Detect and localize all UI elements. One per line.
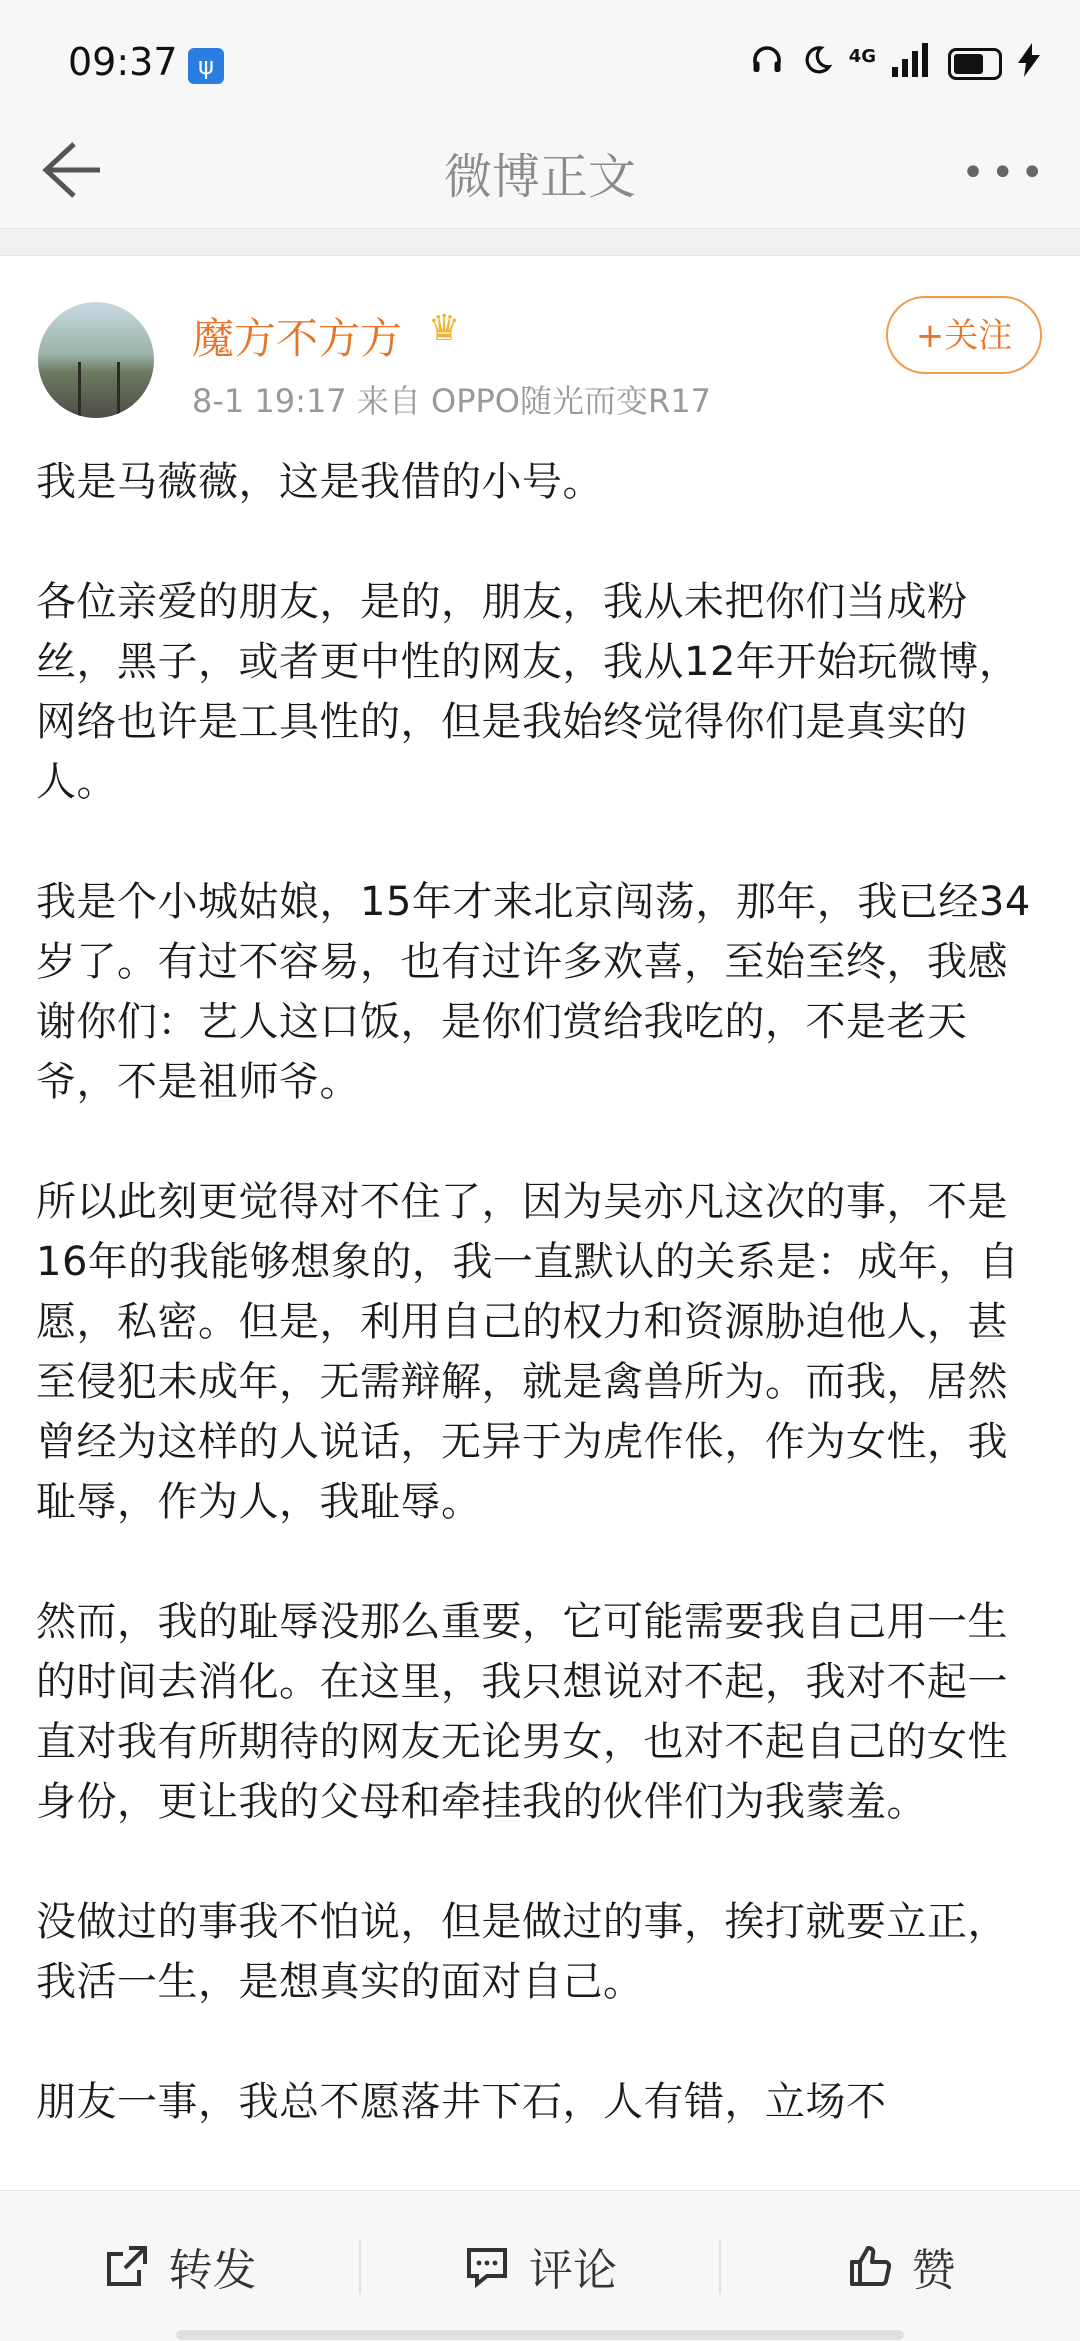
usb-icon: ψ [188, 48, 224, 84]
page-title: 微博正文 [443, 149, 636, 205]
battery-icon [948, 48, 1002, 80]
bottom-toolbar [0, 2190, 1080, 2341]
repost-icon [103, 2242, 151, 2290]
status-time: 09:37 [68, 40, 178, 84]
comment-icon [463, 2242, 511, 2290]
signal-icon [892, 43, 932, 85]
charging-icon [1018, 43, 1040, 85]
post-paragraph: 没做过的事我不怕说，但是做过的事，挨打就要立正，我活一生，是想真实的面对自己。 [36, 1899, 1008, 2005]
post-paragraph: 然而，我的耻辱没那么重要，它可能需要我自己用一生的时间去消化。在这里，我只想说对不起，我对不起一直对我有所期待的网友无论男女，也对不起自己的女性身份，更让我的父母和牵挂我的伙伴们为我蒙羞。 [36, 1599, 1008, 1825]
status-icons [749, 42, 1040, 86]
moon-icon [801, 44, 833, 84]
post-paragraph: 所以此刻更觉得对不住了，因为吴亦凡这次的事，不是16年的我能够想象的，我一直默认的关系是：成年，自愿，私密。但是，利用自己的权力和资源胁迫他人，甚至侵犯未成年，无需辩解，就是禽兽所为。而我，居然曾经为这样的人说话，无异于为虎作伥，作为女性，我耻辱，作为人，我耻辱。 [36, 1179, 1020, 1525]
network-type: 4G [848, 45, 876, 67]
section-divider [0, 228, 1080, 256]
like-label: 赞 [911, 2245, 956, 2296]
author-name[interactable]: 魔方不方方 [192, 314, 403, 363]
post-paragraph: 朋友一事，我总不愿落井下石，人有错，立场不 [36, 2079, 887, 2125]
like-button[interactable] [721, 2191, 1080, 2341]
post-paragraph: 我是马薇薇，这是我借的小号。 [36, 459, 603, 505]
headphone-icon [749, 42, 785, 86]
follow-button[interactable]: +关注 [886, 296, 1042, 374]
comment-button[interactable] [361, 2191, 719, 2341]
repost-label: 转发 [168, 2245, 257, 2296]
home-indicator[interactable] [176, 2330, 904, 2340]
repost-button[interactable] [0, 2191, 359, 2341]
thumbs-up-icon [846, 2242, 894, 2290]
crown-icon: ♛ [428, 308, 461, 349]
post-body [36, 452, 1046, 2182]
post-paragraph: 各位亲爱的朋友，是的，朋友，我从未把你们当成粉丝，黑子，或者更中性的网友，我从12年开始玩微博，网络也许是工具性的，但是我始终觉得你们是真实的人。 [36, 579, 1020, 805]
more-icon[interactable]: ••• [961, 150, 1050, 196]
nav-bar [0, 110, 1080, 228]
comment-label: 评论 [529, 2245, 617, 2296]
post-paragraph: 我是个小城姑娘，15年才来北京闯荡，那年，我已经34岁了。有过不容易，也有过许多欢喜，至始至终，我感谢你们：艺人这口饭，是你们赏给我吃的，不是老天爷，不是祖师爷。 [36, 879, 1031, 1105]
avatar[interactable] [38, 302, 154, 418]
post-meta: 8-1 19:17 来自 OPPO随光而变R17 [192, 382, 711, 420]
